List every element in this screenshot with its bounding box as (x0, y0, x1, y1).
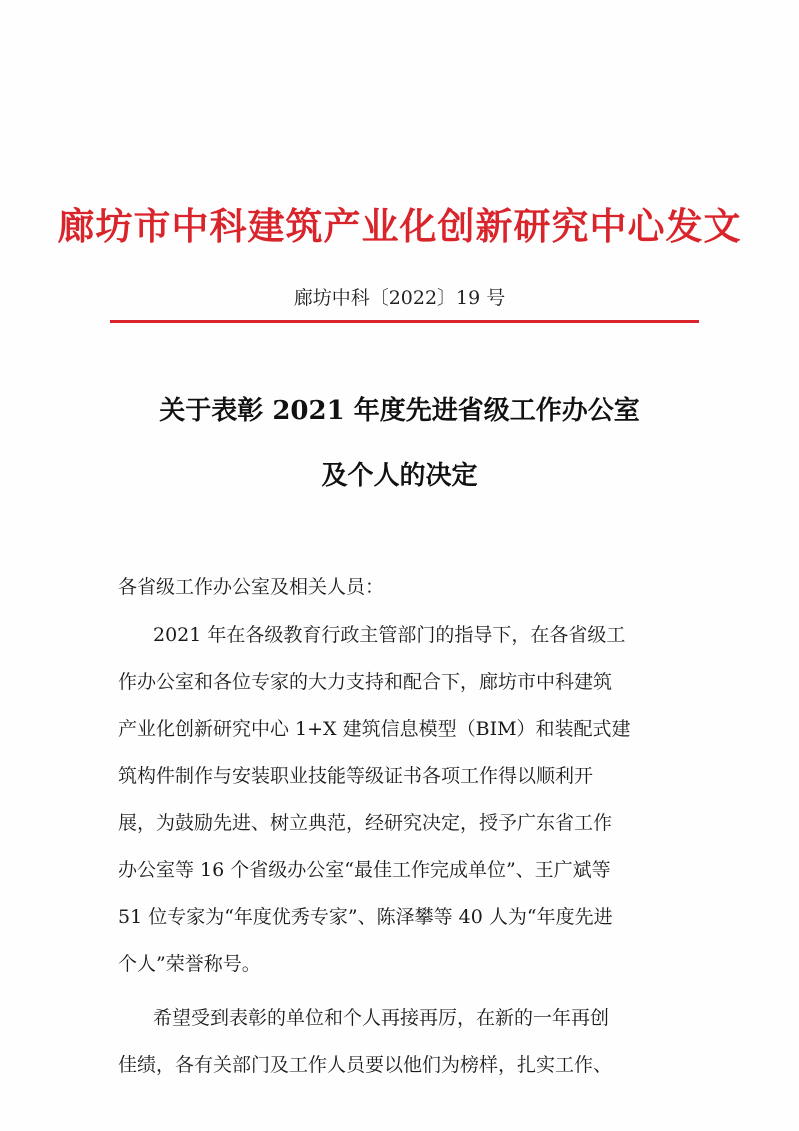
paragraph-2-line: 希望受到表彰的单位和个人再接再厉，在新的一年再创 (153, 1007, 610, 1029)
paragraph-1-line: 作办公室和各位专家的大力支持和配合下，廊坊市中科建筑 (118, 671, 613, 693)
red-divider-line (110, 320, 699, 323)
paragraph-1-line: 办公室等 16 个省级办公室“最佳工作完成单位”、王广斌等 (118, 859, 611, 881)
paragraph-1-line: 个人”荣誉称号。 (118, 953, 261, 975)
paragraph-1-line: 51 位专家为“年度优秀专家”、陈泽攀等 40 人为“年度先进 (118, 906, 613, 928)
paragraph-2-line: 佳绩，各有关部门及工作人员要以他们为榜样，扎实工作、 (118, 1054, 613, 1076)
paragraph-1-line: 展，为鼓励先进、树立典范，经研究决定，授予广东省工作 (118, 812, 613, 834)
issuer-title: 廊坊市中科建筑产业化创新研究中心发文 (57, 204, 742, 248)
paragraph-1-line: 产业化创新研究中心 1+X 建筑信息模型（BIM）和装配式建 (118, 718, 631, 740)
document-title-line-1: 关于表彰 2021 年度先进省级工作办公室 (159, 396, 640, 426)
document-title-line-2: 及个人的决定 (321, 461, 478, 491)
document-number: 廊坊中科〔2022〕19 号 (293, 287, 506, 309)
paragraph-1-line: 2021 年在各级教育行政主管部门的指导下，在各省级工 (153, 624, 626, 646)
salutation: 各省级工作办公室及相关人员： (118, 576, 385, 598)
paragraph-1-line: 筑构件制作与安装职业技能等级证书各项工作得以顺利开 (118, 765, 594, 787)
